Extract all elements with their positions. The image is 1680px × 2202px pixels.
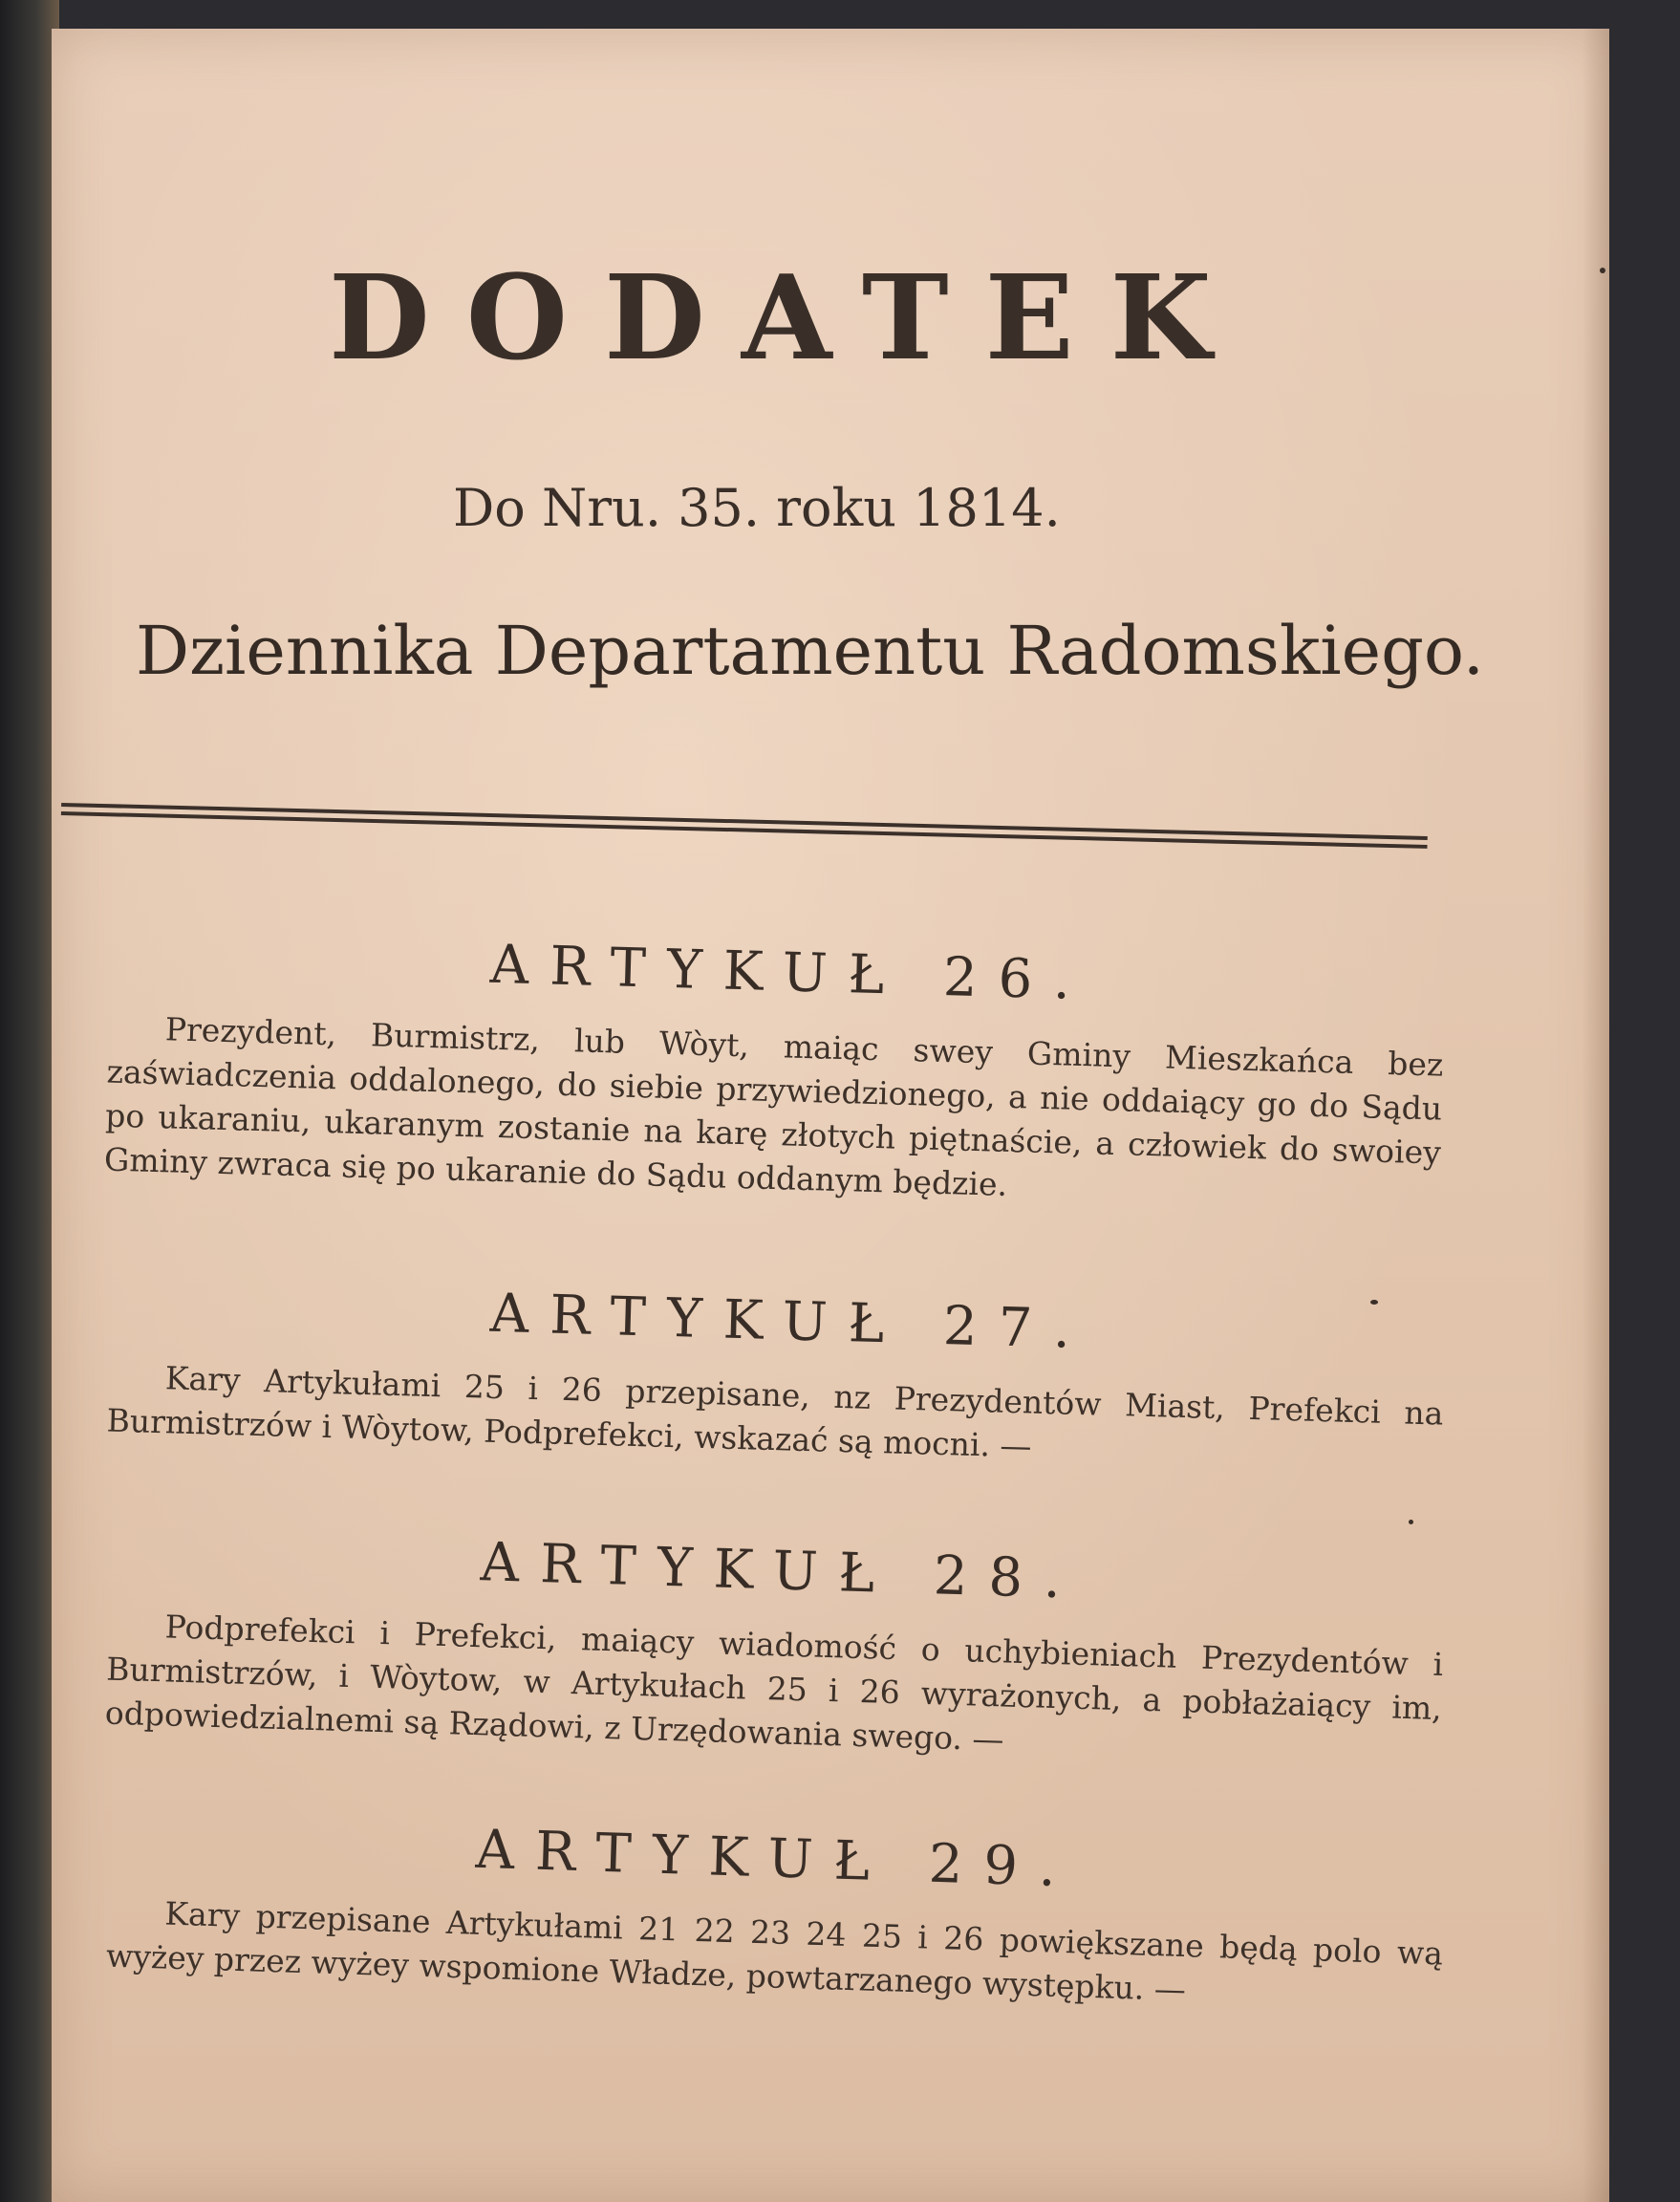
article-26 <box>82 922 1484 1220</box>
paper-speck <box>1409 1520 1413 1524</box>
paper-speck <box>1600 268 1605 273</box>
article-heading: ARTYKUŁ 28. <box>479 1531 1083 1611</box>
document-title: DODATEK <box>329 248 1248 386</box>
article-text: Kary Artykułami 25 i 26 przepisane, nz Prezydentów Miast, Prefekci na Burmistrzów i Wòytow, Podprefekci, wskazać są mocni. — <box>106 1359 1444 1465</box>
article-heading: ARTYKUŁ 26. <box>489 933 1092 1013</box>
article-text: Prezydent, Burmistrz, lub Wòyt, maiąc swey Gminy Mieszkańca bez zaświadczenia oddalonego, do siebie przywiedzionego, a nie oddaiący go do Sądu po ukaraniu, ukaranym zostanie na karę złotych piętnaście, a człowiek do swoiey Gminy zwraca się po ukaranie do Sądu oddanym będzie. <box>103 1010 1444 1203</box>
book-binding <box>0 0 59 2202</box>
issue-subtitle: Do Nru. 35. roku 1814. <box>453 478 1061 538</box>
article-27 <box>85 1271 1484 1481</box>
article-text: Podprefekci i Prefekci, maiący wiadomość o uchybieniach Prezydentów i Burmistrzów, i Wòytow, w Artykułach 25 i 26 wyrażonych, a pobłażaiący im, odpowiedzialnemi są Rządowi, z Urzędowania swego. — <box>104 1608 1444 1759</box>
article-29 <box>84 1806 1484 2021</box>
paper-speck <box>1370 1300 1378 1305</box>
page-edge-shadow <box>1583 29 1609 2202</box>
article-28 <box>83 1520 1484 1776</box>
article-heading: ARTYKUŁ 29. <box>474 1818 1078 1900</box>
article-text: Kary przepisane Artykułami 21 22 23 24 25 i 26 powiększane będą polo wą wyżey przez wyżey wspomione Władze, powtarzanego występku. — <box>105 1894 1444 2009</box>
article-heading: ARTYKUŁ 27. <box>489 1282 1092 1362</box>
journal-name: Dziennika Departamentu Radomskiego. <box>136 612 1485 690</box>
document-page <box>52 29 1609 2202</box>
double-rule-divider <box>61 803 1428 852</box>
